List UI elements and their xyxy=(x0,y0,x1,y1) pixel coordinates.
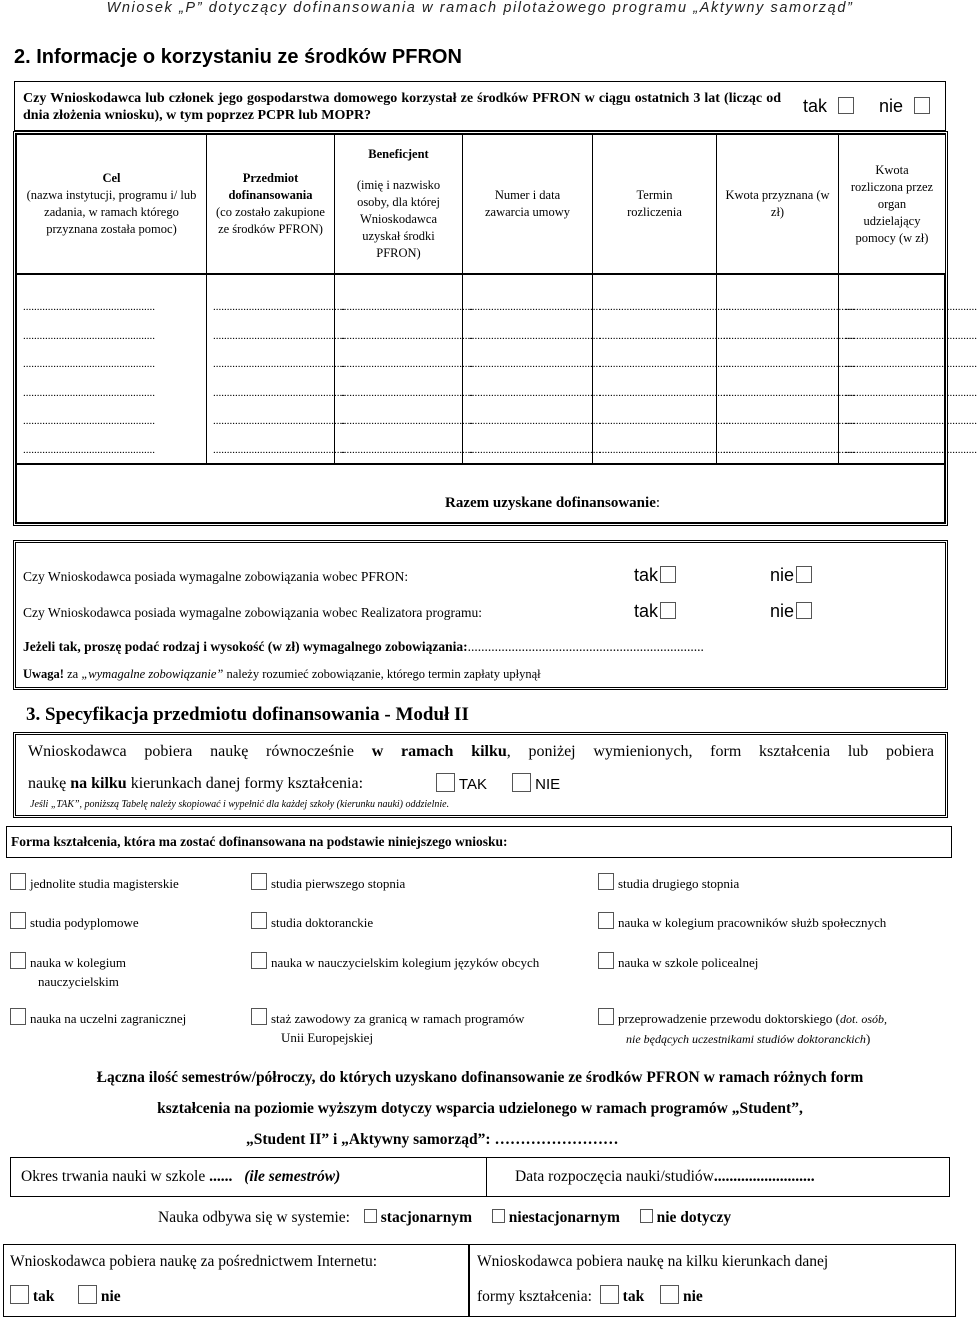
contract-fill-lines[interactable]: ................................................ ................................................ ................................................ ................................................ ................................................ ................................................ xyxy=(469,301,601,456)
pfron-usage-yes-option[interactable] xyxy=(803,96,854,117)
internet-study-yes[interactable]: tak xyxy=(10,1285,54,1306)
checkbox-icon[interactable] xyxy=(251,912,267,929)
multiple-forms-note: Jeśli „TAK”, poniższą Tabelę należy skopiować i wypełnić dla każdej szkoły (kierunku nauki) oddzielnie. xyxy=(30,799,450,810)
checkbox-icon[interactable] xyxy=(838,97,854,114)
liabilities-realizator-yes[interactable] xyxy=(634,601,676,622)
multiple-fields-question: Wnioskodawca pobiera naukę na kilku kierunkach danej xyxy=(477,1253,829,1270)
no-label: nie xyxy=(879,96,904,116)
liabilities-realizator-question: Czy Wnioskodawca posiada wymagalne zobowiązania wobec Realizatora programu: xyxy=(23,605,482,620)
column-header-purpose: Cel (nazwa instytucji, programu i/ lub zadania, w ramach którego przyznana została pomoc) xyxy=(26,171,197,236)
pfron-usage-no-option[interactable] xyxy=(879,96,930,117)
study-start-date-field[interactable]: Data rozpoczęcia nauki/studiów.......................... xyxy=(515,1168,815,1185)
liabilities-realizator-no[interactable] xyxy=(770,601,812,622)
internet-study-box xyxy=(3,1244,469,1317)
option-doctoral-proceedings[interactable]: przeprowadzenie przewodu doktorskiego (dot. osób, nie będących uczestnikami studiów doktoranckich) xyxy=(598,1008,887,1049)
section-3-title: 3. Specyfikacja przedmiotu dofinansowania - Moduł II xyxy=(26,704,469,725)
multiple-forms-box xyxy=(13,732,948,818)
liabilities-pfron-no[interactable] xyxy=(770,565,812,586)
column-header-amount-settled: Kwota rozliczona przez organ udzielający pomocy (w zł) xyxy=(850,162,934,245)
checkbox-icon[interactable] xyxy=(251,1008,267,1025)
checkbox-icon[interactable] xyxy=(598,912,614,929)
yes-label: tak xyxy=(634,601,659,621)
study-system-row xyxy=(158,1209,731,1227)
yes-label: tak xyxy=(803,96,828,116)
no-label: nie xyxy=(770,565,795,585)
checkbox-icon[interactable] xyxy=(10,952,26,969)
option-foreign-university[interactable]: nauka na uczelni zagranicznej xyxy=(10,1008,186,1028)
checkbox-icon[interactable] xyxy=(640,1209,653,1223)
checkbox-icon[interactable] xyxy=(914,97,930,114)
multiple-forms-tak-option[interactable]: TAK xyxy=(436,773,487,793)
liabilities-details-field[interactable]: Jeżeli tak, proszę podać rodzaj i wysokość (w zł) wymagalnego zobowiązania:...................................................................... xyxy=(23,639,704,654)
multiple-forms-question-line-2: naukę na kilku kierunkach danej formy kształcenia: xyxy=(28,775,364,792)
checkbox-icon[interactable] xyxy=(598,952,614,969)
checkbox-icon[interactable] xyxy=(10,1285,29,1304)
checkbox-icon[interactable] xyxy=(10,873,26,890)
multiple-forms-question-line-1: Wnioskodawca pobiera naukę równocześnie w ramach kilku, poniżej wymienionych, form kształcenia lub pobiera xyxy=(28,743,934,760)
education-form-title: Forma kształcenia, która ma zostać dofinansowana na podstawie niniejszego wniosku: xyxy=(11,834,508,849)
study-system-label: Nauka odbywa się w systemie: xyxy=(158,1209,350,1226)
pfron-usage-question: Czy Wnioskodawca lub członek jego gospodarstwa domowego korzystał ze środków PFRON w ciągu ostatnich 3 lat (licząc od dnia złożenia wniosku), w tym poprzez PCPR lub MOPR? xyxy=(23,91,781,123)
liabilities-pfron-question: Czy Wnioskodawca posiada wymagalne zobowiązania wobec PFRON: xyxy=(23,569,409,584)
liabilities-box xyxy=(13,540,948,690)
multiple-fields-yes[interactable]: tak xyxy=(600,1288,644,1305)
option-first-degree[interactable]: studia pierwszego stopnia xyxy=(251,873,405,893)
checkbox-icon[interactable] xyxy=(78,1285,97,1304)
pfron-usage-question-box xyxy=(14,81,946,131)
checkbox-icon[interactable] xyxy=(660,1285,679,1304)
page-header: Wniosek „P” dotyczący dofinansowania w ramach pilotażowego programu „Aktywny samorząd” xyxy=(106,0,854,16)
option-language-teachers-college[interactable]: nauka w nauczycielskim kolegium języków obcych xyxy=(251,952,539,972)
section-2-title: 2. Informacje o korzystaniu ze środków PFRON xyxy=(14,46,462,68)
option-eu-internship[interactable]: staż zawodowy za granicą w ramach programów Unii Europejskiej xyxy=(251,1008,524,1047)
option-doctoral[interactable]: studia doktoranckie xyxy=(251,912,373,932)
checkbox-icon[interactable] xyxy=(600,1285,619,1304)
beneficiary-fill-lines[interactable]: ................................................ ................................................ ................................................ ................................................ ................................................ ................................................ xyxy=(341,301,473,456)
internet-study-question: Wnioskodawca pobiera naukę za pośrednictwem Internetu: xyxy=(10,1253,378,1270)
checkbox-icon[interactable] xyxy=(10,1008,26,1025)
checkbox-icon[interactable] xyxy=(598,873,614,890)
study-duration-box xyxy=(10,1157,950,1197)
semesters-statement[interactable]: Łączna ilość semestrów/półroczy, do których uzyskano dofinansowanie ze środków PFRON w ramach różnych form kształcenia na poziomie wyższym dotyczy wsparcia udzielonego w ramach programów „Student”, „Student II” i „Aktywny samorząd”: …………………… xyxy=(96,1069,864,1148)
option-post-secondary-school[interactable]: nauka w szkole policealnej xyxy=(598,952,758,972)
option-uniform-masters[interactable]: jednolite studia magisterskie xyxy=(10,873,179,893)
option-postgraduate[interactable]: studia podyplomowe xyxy=(10,912,139,932)
multiple-fields-no[interactable]: nie xyxy=(660,1288,703,1305)
table-header-row xyxy=(16,134,945,274)
system-full-time-option[interactable]: stacjonarnym xyxy=(364,1209,472,1226)
amount-settled-fill-lines[interactable]: ................................................ ................................................ ................................................ ................................................ ................................................ ................................................ xyxy=(845,301,977,456)
subject-fill-lines[interactable]: ................................................ ................................................ ................................................ ................................................ ................................................ ................................................ xyxy=(213,301,345,456)
internet-study-no[interactable]: nie xyxy=(78,1285,121,1306)
checkbox-icon[interactable] xyxy=(251,952,267,969)
column-header-subject: Przedmiot dofinansowania (co zostało zakupione ze środków PFRON) xyxy=(216,171,325,236)
system-part-time-option[interactable]: niestacjonarnym xyxy=(492,1209,620,1226)
yes-label: tak xyxy=(634,565,659,585)
total-label: Razem uzyskane dofinansowanie: xyxy=(445,495,661,511)
column-header-settlement-date: Termin rozliczenia xyxy=(627,188,682,219)
option-second-degree[interactable]: studia drugiego stopnia xyxy=(598,873,739,893)
study-duration-field[interactable]: Okres trwania nauki w szkole ...... (ile semestrów) xyxy=(21,1168,341,1185)
no-label: nie xyxy=(770,601,795,621)
liabilities-note: Uwaga! za „wymagalne zobowiązanie” należy rozumieć zobowiązanie, którego termin zapłaty upłynął xyxy=(23,667,541,681)
option-social-workers-college[interactable]: nauka w kolegium pracowników służb społecznych xyxy=(598,912,886,932)
checkbox-icon[interactable] xyxy=(251,873,267,890)
liabilities-pfron-yes[interactable] xyxy=(634,565,676,586)
checkbox-icon[interactable] xyxy=(492,1209,505,1223)
column-header-amount-granted: Kwota przyznana (w zł) xyxy=(725,188,830,219)
checkbox-icon[interactable] xyxy=(436,773,455,792)
multiple-forms-nie-option[interactable]: NIE xyxy=(512,773,560,793)
education-form-title-box xyxy=(6,826,952,858)
column-header-beneficiary: Beneficjent (imię i nazwisko osoby, dla której Wnioskodawca uzyskał środki PFRON) xyxy=(356,147,441,260)
multiple-fields-options: formy kształcenia: tak nie xyxy=(477,1285,703,1306)
checkbox-icon[interactable] xyxy=(660,602,676,619)
checkbox-icon[interactable] xyxy=(796,602,812,619)
multiple-fields-box xyxy=(469,1244,956,1317)
amount-granted-fill-lines[interactable]: ................................................ ................................................ ................................................ ................................................ ................................................ ................................................ xyxy=(723,301,855,456)
purpose-fill-lines[interactable]: ................................................ ................................................ ................................................ ................................................ ................................................ ................................................ xyxy=(23,301,155,456)
system-not-applicable-option[interactable]: nie dotyczy xyxy=(640,1209,731,1226)
checkbox-icon[interactable] xyxy=(796,566,812,583)
settlement-date-fill-lines[interactable]: ................................................ ................................................ ................................................ ................................................ ................................................ ................................................ xyxy=(599,301,731,456)
table-total-row xyxy=(16,464,945,523)
checkbox-icon[interactable] xyxy=(10,912,26,929)
checkbox-icon[interactable] xyxy=(364,1209,377,1223)
table-body-row xyxy=(16,274,977,464)
checkbox-icon[interactable] xyxy=(660,566,676,583)
option-teachers-college[interactable]: nauka w kolegium nauczycielskim xyxy=(10,952,126,991)
column-header-contract: Numer i data zawarcia umowy xyxy=(484,188,571,219)
checkbox-icon[interactable] xyxy=(512,773,531,792)
checkbox-icon[interactable] xyxy=(598,1008,614,1025)
